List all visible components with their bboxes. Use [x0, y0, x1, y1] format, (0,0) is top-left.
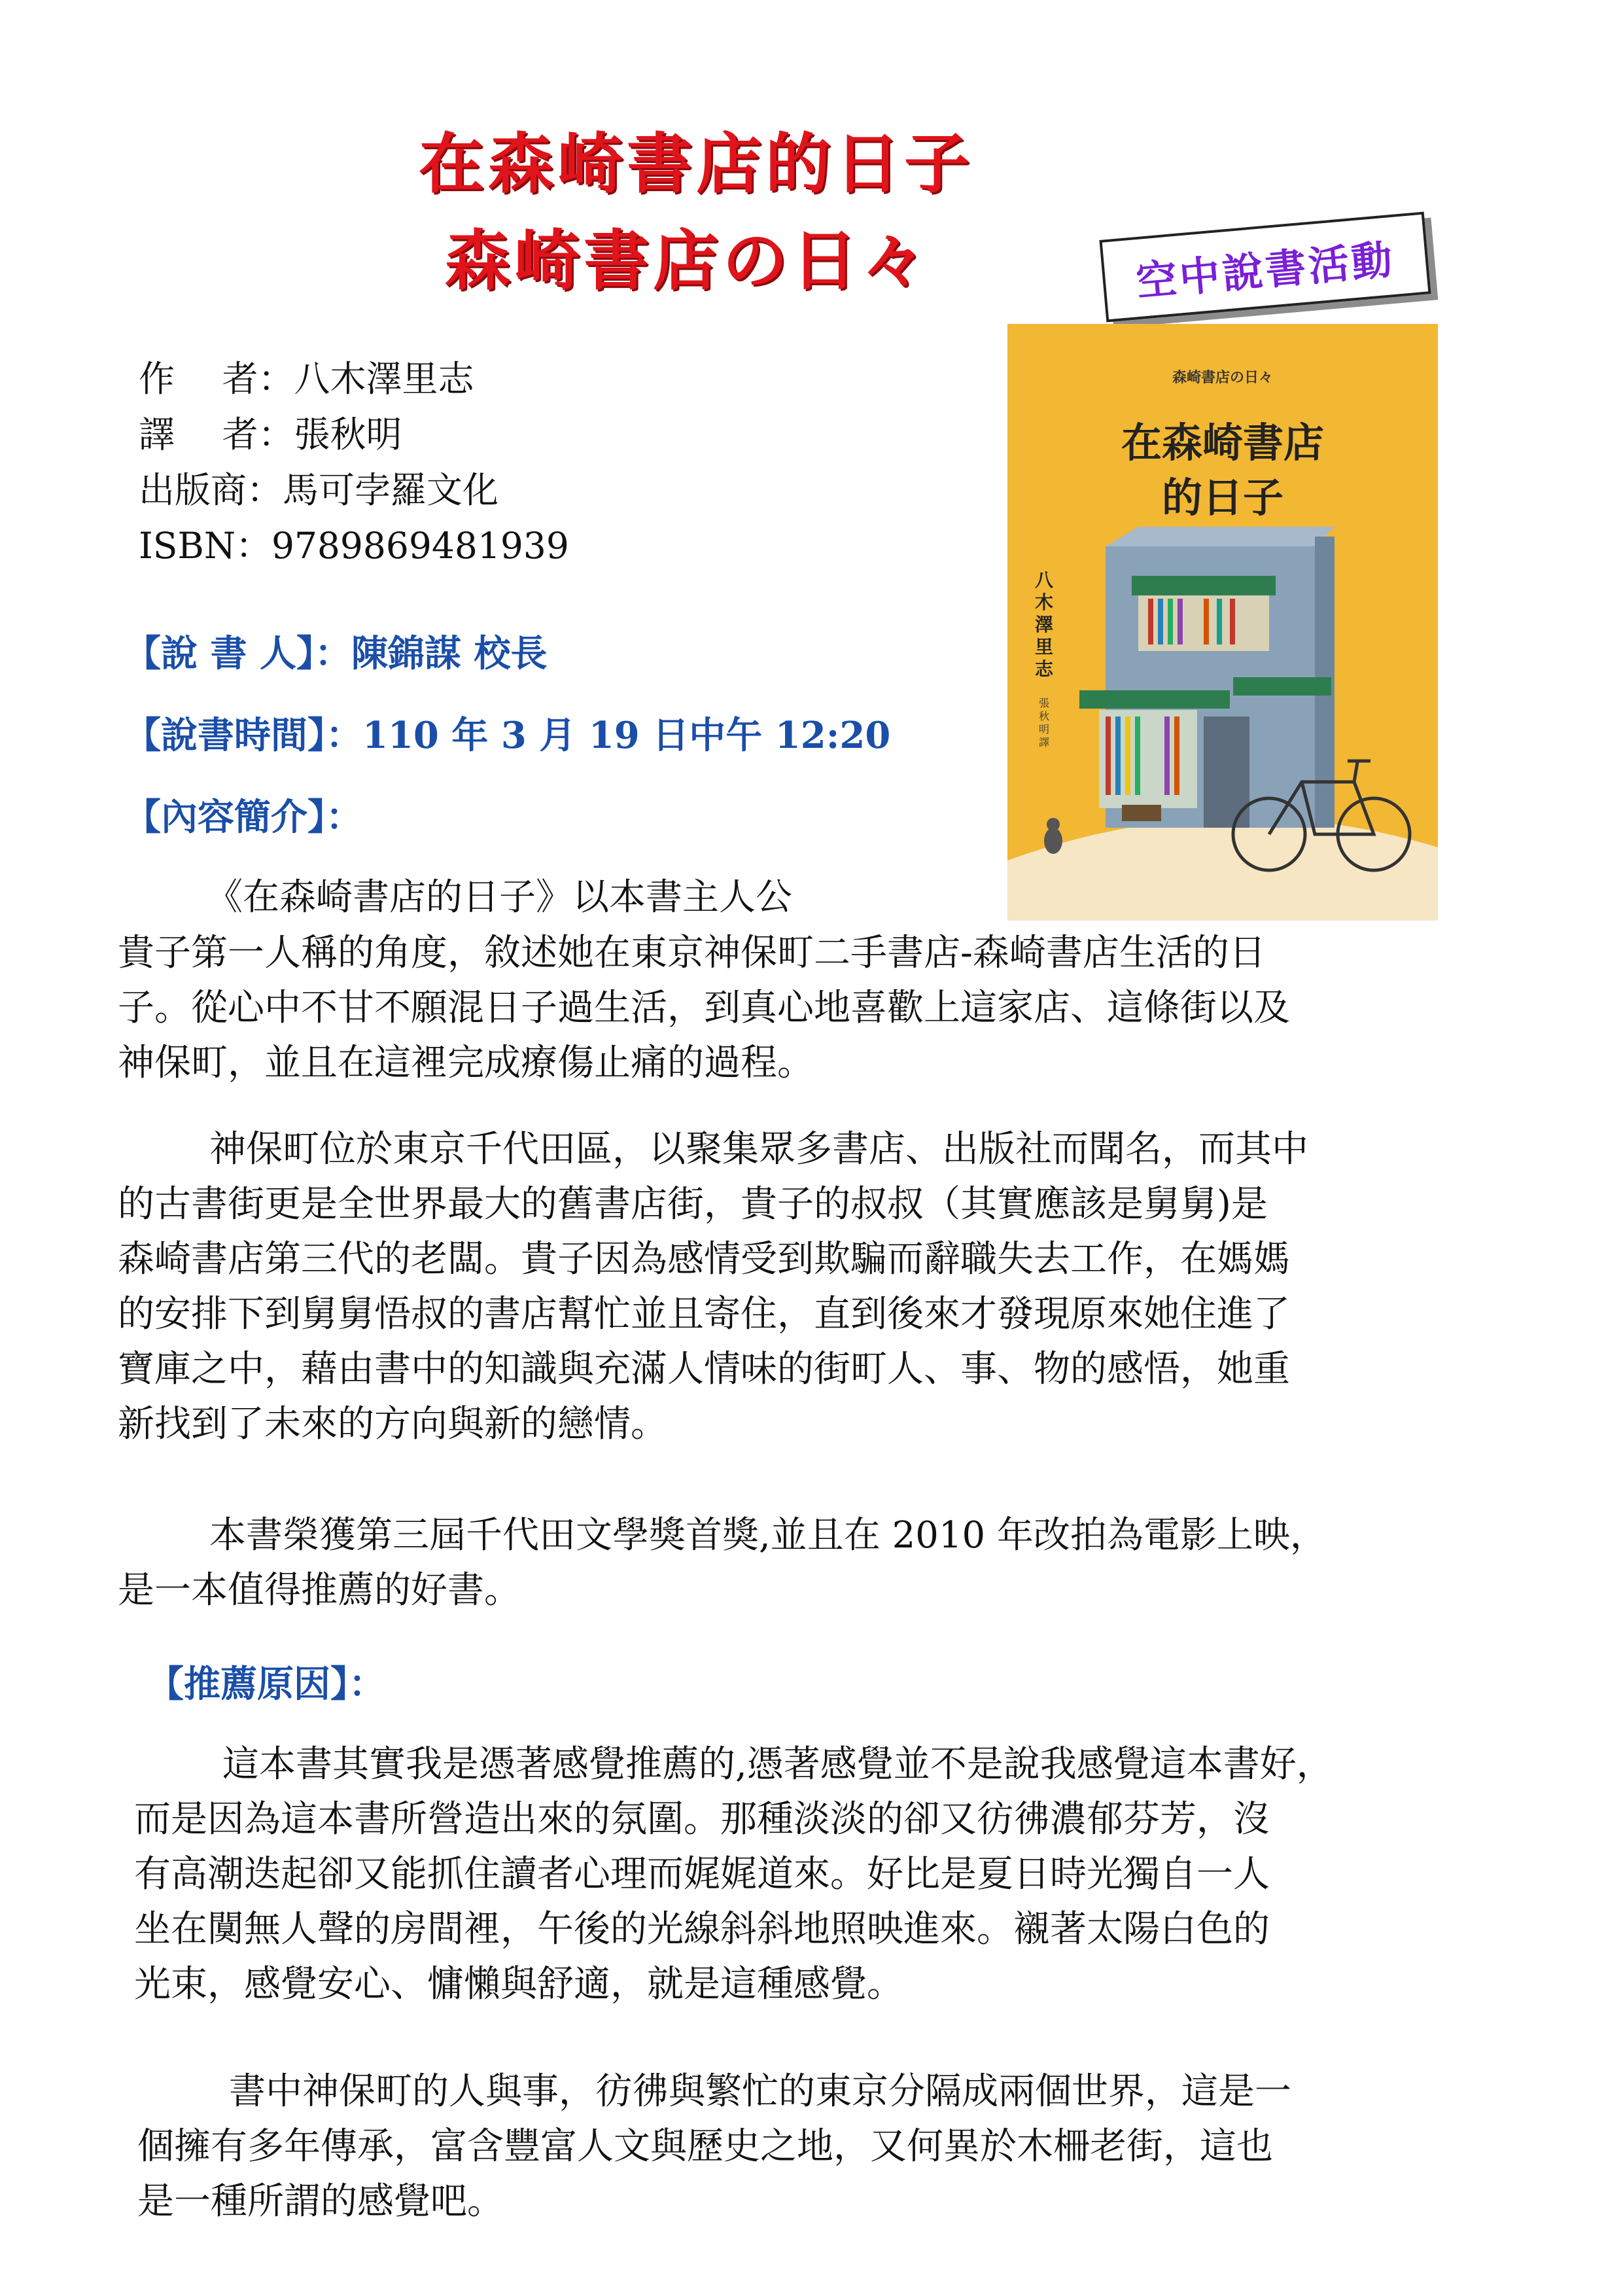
paragraph-line: 寶庫之中，藉由書中的知識與充滿人情味的街町人、事、物的感悟，她重	[118, 1348, 1290, 1390]
paragraph-line: 本書榮獲第三屆千代田文學獎首獎,並且在 2010 年改拍為電影上映，	[209, 1514, 1327, 1557]
paragraph-line: 坐在闃無人聲的房間裡，午後的光線斜斜地照映進來。襯著太陽白色的	[134, 1908, 1270, 1951]
reason-paragraph-1	[134, 1737, 1560, 2012]
book-cover-illustration	[1007, 324, 1438, 921]
summary-heading: 【內容簡介】：	[124, 796, 362, 839]
book-cover-title	[1007, 415, 1438, 525]
title-japanese: 森崎書店の日々	[445, 222, 930, 299]
meta-author: 作 者：八木澤里志	[139, 358, 474, 400]
summary-paragraph-1	[118, 926, 1544, 1091]
event-stamp-label: 空中說書活動	[1134, 235, 1397, 306]
paragraph-line: 的古書街更是全世界最大的舊書店街，貴子的叔叔（其實應該是舅舅)是	[118, 1183, 1268, 1226]
paragraph-line: 個擁有多年傳承，富含豐富人文與歷史之地，又何異於木柵老街，這也	[137, 2125, 1273, 2168]
book-cover-title-line2: 的日子	[1161, 474, 1283, 521]
paragraph-line: 的安排下到舅舅悟叔的書店幫忙並且寄住，直到後來才發現原來她住進了	[118, 1293, 1290, 1335]
paragraph-line: 而是因為這本書所營造出來的氛圍。那種淡淡的卻又彷彿濃郁芬芳，沒	[134, 1798, 1270, 1841]
paragraph-line: 有高潮迭起卻又能抓住讀者心理而娓娓道來。好比是夏日時光獨自一人	[134, 1853, 1270, 1896]
paragraph-line: 這本書其實我是憑著感覺推薦的,憑著感覺並不是說我感覺這本書好，	[222, 1743, 1333, 1786]
reason-paragraph-2	[137, 2064, 1563, 2229]
meta-translator: 譯 者：張秋明	[139, 414, 402, 455]
paragraph-line: 子。從心中不甘不願混日子過生活，到真心地喜歡上這家店、這條街以及	[118, 987, 1290, 1029]
paragraph-line: 是一種所謂的感覺吧。	[137, 2180, 504, 2223]
title-chinese: 在森崎書店的日子	[419, 126, 973, 202]
book-cover-title-line1: 在森崎書店	[1121, 419, 1324, 467]
paragraph-line: 書中神保町的人與事，彷彿與繁忙的東京分隔成兩個世界，這是一	[229, 2070, 1291, 2113]
paragraph-line: 是一本值得推薦的好書。	[118, 1569, 521, 1612]
paragraph-line: 神保町，並且在這裡完成療傷止痛的過程。	[118, 1042, 814, 1084]
speaker-line: 【說 書 人】：陳錦謀 校長	[124, 632, 548, 675]
meta-publisher: 出版商：馬可孛羅文化	[139, 469, 499, 511]
time-line: 【說書時間】：110 年 3 月 19 日中午 12:20	[124, 714, 891, 757]
paragraph-line: 新找到了未來的方向與新的戀情。	[118, 1403, 667, 1445]
book-cover-author: 八木澤里志	[1035, 569, 1054, 680]
summary-paragraph-2	[118, 1122, 1544, 1452]
paragraph-line: 光束，感覺安心、慵懶與舒適，就是這種感覺。	[134, 1963, 903, 2005]
summary-paragraph-1-first-line: 《在森崎書店的日子》以本書主人公	[206, 876, 792, 919]
paragraph-line: 神保町位於東京千代田區，以聚集眾多書店、出版社而聞名，而其中	[209, 1128, 1308, 1171]
meta-isbn: ISBN：9789869481939	[139, 525, 569, 567]
reason-heading: 【推薦原因】：	[147, 1663, 385, 1706]
book-cover-translator: 張秋明 譯	[1039, 697, 1050, 749]
book-cover-image	[1007, 324, 1438, 921]
paragraph-line: 貴子第一人稱的角度，敘述她在東京神保町二手書店-森崎書店生活的日	[118, 932, 1266, 974]
event-stamp	[1099, 212, 1431, 323]
book-cover-subtitle: 森崎書店の日々	[1172, 370, 1273, 386]
summary-paragraph-3	[118, 1508, 1544, 1618]
paragraph-line: 森崎書店第三代的老闆。貴子因為感情受到欺騙而辭職失去工作，在媽媽	[118, 1238, 1290, 1280]
